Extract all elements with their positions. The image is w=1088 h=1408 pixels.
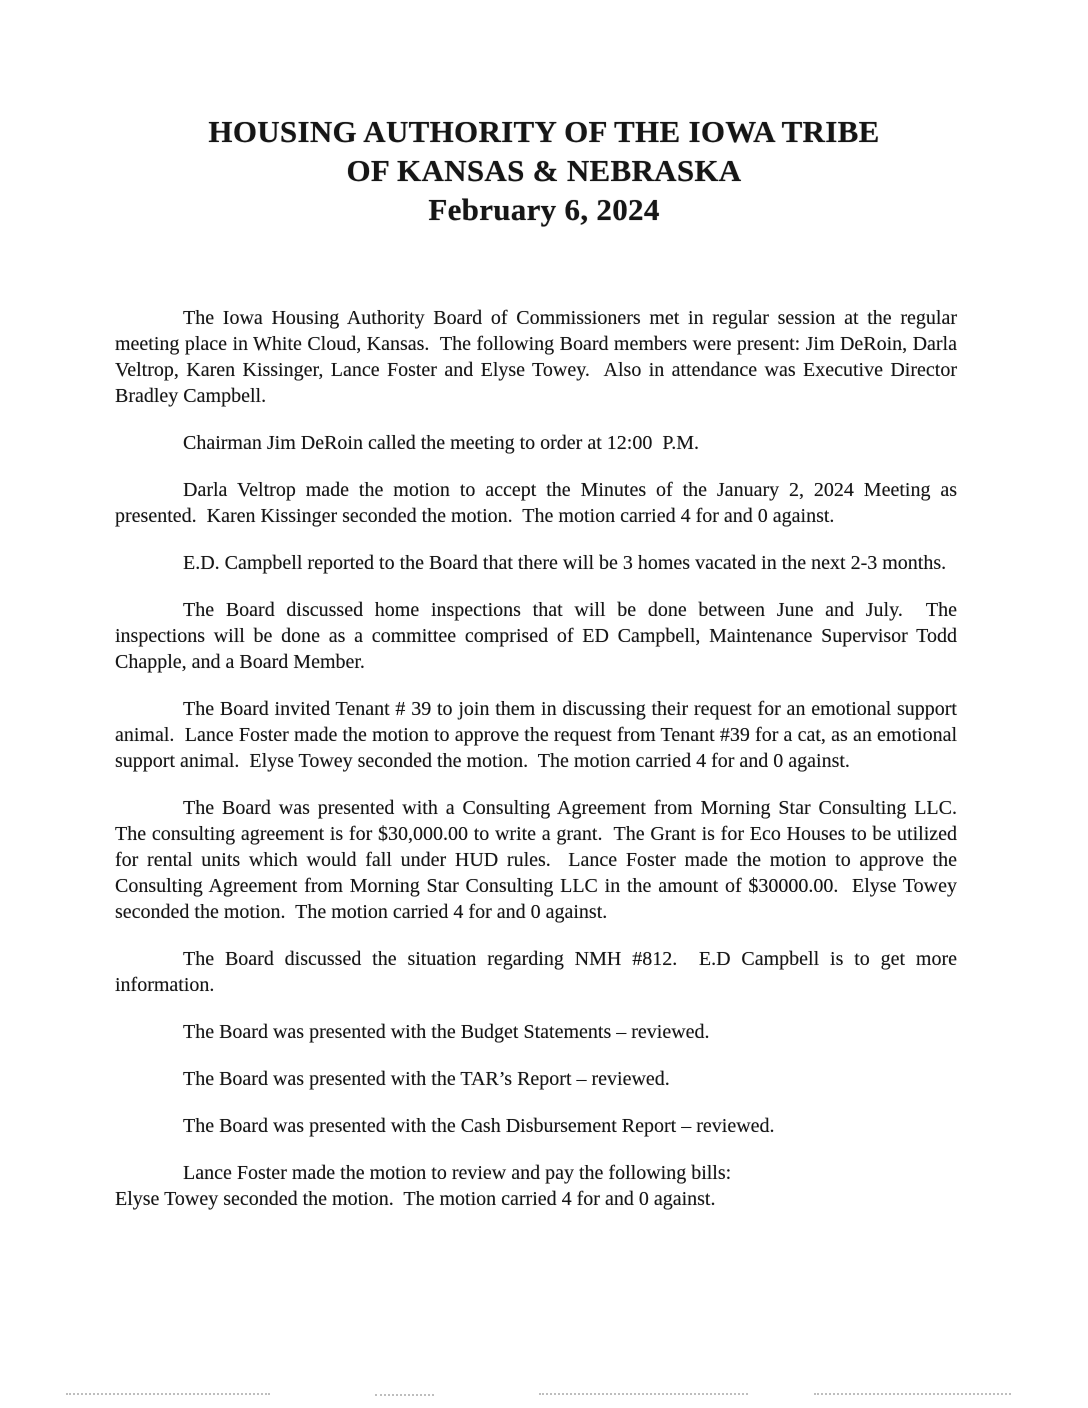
paragraph-pay-bills-continuation: Elyse Towey seconded the motion. The motion carried 4 for and 0 against. [115,1188,716,1210]
paragraph-homes-vacated: E.D. Campbell reported to the Board that there will be 3 homes vacated in the next 2-3 months. [183,552,947,574]
scan-artifact [375,1394,434,1396]
paragraph-tars-report: The Board was presented with the TAR’s Report – reviewed. [183,1068,670,1090]
paragraph-budget-statements: The Board was presented with the Budget Statements – reviewed. [183,1021,710,1043]
paragraph-attendance: The Iowa Housing Authority Board of Commissioners met in regular session at the regular meeting place in White Cloud, Kansas. The following Board members were present: Jim DeRoin, Darla Veltrop, Karen Kissinger, Lance Foster and Elyse Towey. Also in attendance was Executive Director Bradley Campbell. [115,307,962,407]
title-line-region: OF KANSAS & NEBRASKA [346,153,742,188]
paragraph-consulting-agreement: The Board was presented with a Consulting Agreement from Morning Star Consulting LLC. The consulting agreement is for $30,000.00 to write a grant. The Grant is for Eco Houses to be utilized for rental units which would fall under HUD rules. Lance Foster made the motion to approve the Consulting Agreement from Morning Star Consulting LLC in the amount of $30000.00. Elyse Towey seconded the motion. The motion carried 4 for and 0 against. [115,797,967,923]
paragraph-call-to-order: Chairman Jim DeRoin called the meeting to order at 12:00 P.M. [183,432,700,454]
scan-artifact [814,1393,1011,1395]
document-title [0,112,1088,229]
scan-artifact [539,1393,748,1395]
paragraph-tenant-39: The Board invited Tenant # 39 to join them in discussing their request for an emotional support animal. Lance Foster made the motion to approve the request from Tenant #39 for a cat, as an emotional support animal. Elyse Towey seconded the motion. The motion carried 4 for and 0 against. [115,698,962,772]
title-line-date: February 6, 2024 [428,192,660,227]
paragraph-home-inspections: The Board discussed home inspections that will be done between June and July. The inspections will be done as a committee comprised of ED Campbell, Maintenance Supervisor Todd Chapple, and a Board Member. [115,599,962,673]
title-line-org: HOUSING AUTHORITY OF THE IOWA TRIBE [208,114,880,149]
document-body [0,305,1088,1212]
paragraph-nmh-812: The Board discussed the situation regarding NMH #812. E.D Campbell is to get more information. [115,948,962,996]
paragraph-pay-bills: Lance Foster made the motion to review and pay the following bills: [183,1162,732,1184]
scan-artifact [66,1393,270,1395]
paragraph-minutes-motion: Darla Veltrop made the motion to accept the Minutes of the January 2, 2024 Meeting as presented. Karen Kissinger seconded the motion. The motion carried 4 for and 0 against. [115,479,962,527]
paragraph-cash-disbursement: The Board was presented with the Cash Disbursement Report – reviewed. [183,1115,775,1137]
